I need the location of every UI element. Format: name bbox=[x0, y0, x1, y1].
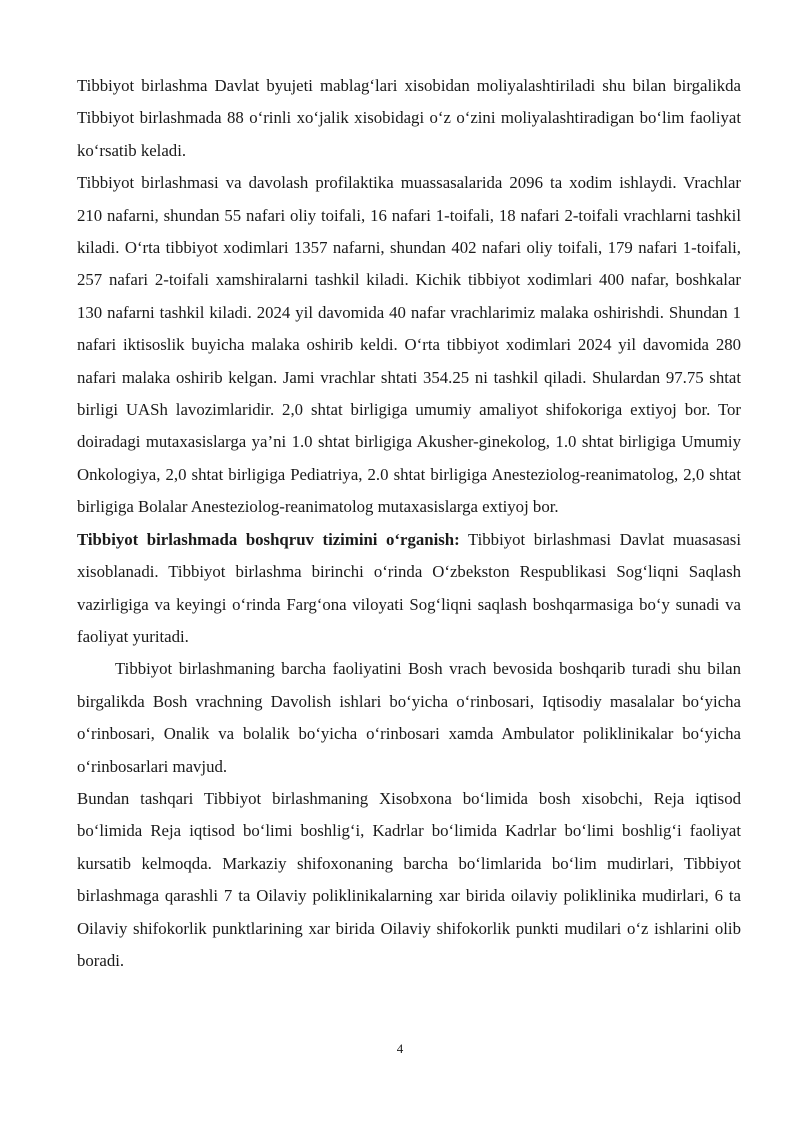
paragraph-staff: Tibbiyot birlashmasi va davolash profilaktika muassasalarida 2096 ta xodim ishlaydi. Vrachlar 210 nafarni, shundan 55 nafari oliy toifali, 16 nafari 1-toifali, 18 nafari 2-toifali vrachlarni tashkil kiladi. O‘rta tibbiyot xodimlari 1357 nafarni, shundan 402 nafari oliy toifali, 179 nafari 1-toifali, 257 nafari 2-toifali xamshiralarni tashkil kiladi. Kichik tibbiyot xodimlari 400 nafar, boshkalar 130 nafarni tashkil kiladi. 2024 yil davomida 40 nafar vrachlarimiz malaka oshirishdi. Shundan 1 nafari iktisoslik buyicha malaka oshirib keldi. O‘rta tibbiyot xodimlari 2024 yil davomida 280 nafari malaka oshirib kelgan. Jami vrachlar shtati 354.25 ni tashkil qiladi. Shulardan 97.75 shtat birligi UASh lavozimlaridir. 2,0 shtat birligiga umumiy amaliyot shifokoriga extiyoj bor. Tor doiradagi mutaxasislarga ya’ni 1.0 shtat birligiga Akusher-ginekolog, 1.0 shtat birligiga Umumiy Onkologiya, 2,0 shtat birligiga Pediatriya, 2.0 shtat birligiga Anesteziolog-reanimatolog, 2,0 shtat birligiga Bolalar Anesteziolog-reanimatolog mutaxasislarga extiyoj bor. bbox=[77, 173, 741, 517]
paragraph-management-text: Tibbiyot birlashmasi Davlat muasasasi xisoblanadi. Tibbiyot birlashma birinchi o‘rinda O‘zbekston Respublikasi Sog‘liqni Saqlash vazirligiga va keyingi o‘rinda Farg‘ona viloyati Sog‘liqni saqlash boshqarmasiga bo‘y sunadi va faoliyat yuritadi. bbox=[77, 529, 741, 646]
paragraph-financing: Tibbiyot birlashma Davlat byujeti mablag‘lari xisobidan moliyalashtiriladi shu bilan birgalikda Tibbiyot birlashmada 88 o‘rinli xo‘jalik xisobidagi o‘z o‘zini moliyalashtiradigan bo‘lim faoliyat ko‘rsatib keladi. bbox=[77, 76, 741, 160]
page-number: 4 bbox=[396, 1041, 404, 1056]
paragraph-leadership: Tibbiyot birlashmaning barcha faoliyatini Bosh vrach bevosida boshqarib turadi shu bilan birgalikda Bosh vrachning Davolish ishlari bo‘yicha o‘rinbosari, Iqtisodiy masalalar bo‘yicha o‘rinbosari, Onalik va bolalik bo‘yicha o‘rinbosari xamda Ambulator poliklinikalar bo‘yicha o‘rinbosarlari mavjud. bbox=[77, 659, 741, 776]
document-page bbox=[77, 70, 741, 977]
paragraph-management bbox=[77, 524, 741, 654]
section-heading: Tibbiyot birlashmada boshqruv tizimini o‘rganish: bbox=[77, 529, 460, 549]
paragraph-departments: Bundan tashqari Tibbiyot birlashmaning Xisobxona bo‘limida bosh xisobchi, Reja iqtisod bo‘limida Reja iqtisod bo‘limi boshlig‘i, Kadrlar bo‘limida Kadrlar bo‘limi boshlig‘i faoliyat kursatib kelmoqda. Markaziy shifoxonaning barcha bo‘limlarida bo‘lim mudirlari, Tibbiyot birlashmaga qarashli 7 ta Oilaviy poliklinikalarning xar birida oilaviy poliklinika mudirlari, 6 ta Oilaviy shifokorlik punktlarining xar birida Oilaviy shifokorlik punkti mudilari o‘z ishlarini olib boradi. bbox=[77, 788, 741, 970]
